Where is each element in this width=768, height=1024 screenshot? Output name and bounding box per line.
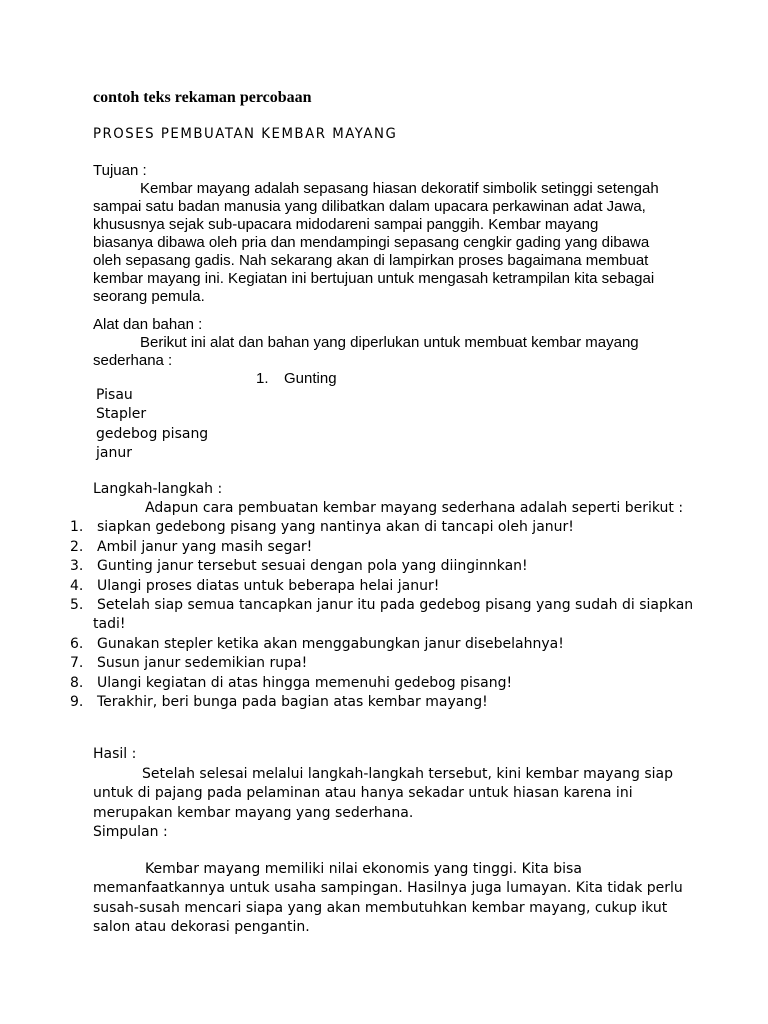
section-label-hasil: Hasil :: [93, 746, 137, 762]
section-label-simpulan: Simpulan :: [93, 824, 168, 840]
tujuan-line: biasanya dibawa oleh pria dan mendampingi sepasang cengkir gading yang dibawa: [93, 234, 650, 251]
step-number: 1.: [70, 519, 84, 535]
step-number: 3.: [70, 558, 84, 574]
section-label-tujuan: Tujuan :: [93, 162, 147, 179]
step-text: Gunakan stepler ketika akan menggabungkan janur disebelahnya!: [97, 636, 564, 652]
step-text: Gunting janur tersebut sesuai dengan pola yang diinginnkan!: [97, 558, 528, 574]
langkah-intro: Adapun cara pembuatan kembar mayang sederhana adalah seperti berikut :: [145, 500, 684, 516]
alat-item: gedebog pisang: [96, 426, 209, 442]
step-number: 5.: [70, 597, 84, 613]
step-number: 9.: [70, 694, 84, 710]
alat-item: Pisau: [96, 387, 133, 403]
step-text: Setelah siap semua tancapkan janur itu pada gedebog pisang yang sudah di siapkan: [97, 597, 694, 613]
alat-line: Berikut ini alat dan bahan yang diperlukan untuk membuat kembar mayang: [140, 334, 639, 351]
step-number: 4.: [70, 578, 84, 594]
step-text-continued: tadi!: [93, 616, 126, 632]
alat-item: janur: [96, 445, 132, 461]
step-text: Ulangi proses diatas untuk beberapa helai janur!: [97, 578, 440, 594]
tujuan-line: seorang pemula.: [93, 288, 205, 305]
step-text: Terakhir, beri bunga pada bagian atas kembar mayang!: [97, 694, 488, 710]
step-number: 7.: [70, 655, 84, 671]
alat-item: Gunting: [284, 370, 337, 387]
step-text: Susun janur sedemikian rupa!: [97, 655, 308, 671]
simpulan-line: memanfaatkannya untuk usaha sampingan. Hasilnya juga lumayan. Kita tidak perlu: [93, 880, 683, 896]
step-text: Ulangi kegiatan di atas hingga memenuhi gedebog pisang!: [97, 675, 513, 691]
step-text: siapkan gedebong pisang yang nantinya akan di tancapi oleh janur!: [97, 519, 574, 535]
tujuan-line: Kembar mayang adalah sepasang hiasan dekoratif simbolik setinggi setengah: [140, 180, 659, 197]
simpulan-line: susah-susah mencari siapa yang akan membutuhkan kembar mayang, cukup ikut: [93, 900, 668, 916]
tujuan-line: khususnya sejak sub-upacara midodareni sampai panggih. Kembar mayang: [93, 216, 599, 233]
tujuan-line: sampai satu badan manusia yang dilibatkan dalam upacara perkawinan adat Jawa,: [93, 198, 646, 215]
hasil-line: Setelah selesai melalui langkah-langkah tersebut, kini kembar mayang siap: [142, 766, 674, 782]
section-label-alat: Alat dan bahan :: [93, 316, 203, 333]
section-label-langkah: Langkah-langkah :: [93, 481, 223, 497]
document-heading: contoh teks rekaman percobaan: [93, 89, 312, 106]
step-text: Ambil janur yang masih segar!: [97, 539, 313, 555]
tujuan-line: oleh sepasang gadis. Nah sekarang akan di lampirkan proses bagaimana membuat: [93, 252, 649, 269]
alat-item: Stapler: [96, 406, 147, 422]
hasil-line: merupakan kembar mayang yang sederhana.: [93, 805, 414, 821]
alat-line: sederhana :: [93, 352, 173, 369]
step-number: 2.: [70, 539, 84, 555]
tujuan-line: kembar mayang ini. Kegiatan ini bertujuan untuk mengasah ketrampilan kita sebagai: [93, 270, 655, 287]
list-number: 1.: [256, 370, 269, 387]
hasil-line: untuk di pajang pada pelaminan atau hanya sekadar untuk hiasan karena ini: [93, 785, 633, 801]
step-number: 8.: [70, 675, 84, 691]
simpulan-line: Kembar mayang memiliki nilai ekonomis yang tinggi. Kita bisa: [145, 861, 582, 877]
simpulan-line: salon atau dekorasi pengantin.: [93, 919, 310, 935]
step-number: 6.: [70, 636, 84, 652]
document-subtitle: PROSES PEMBUATAN KEMBAR MAYANG: [93, 126, 398, 142]
